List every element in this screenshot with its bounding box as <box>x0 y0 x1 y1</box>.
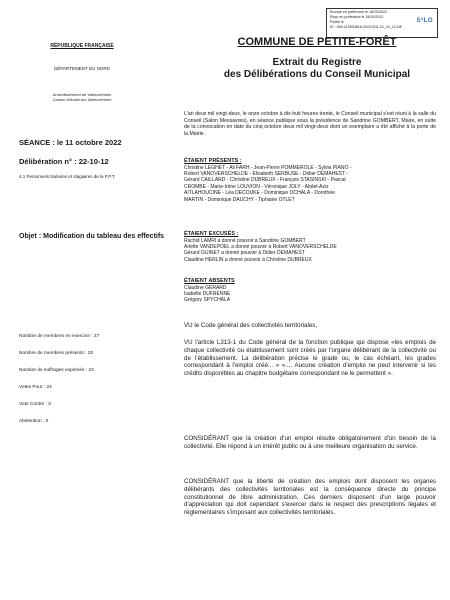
deliberation-label: Délibération n° : <box>19 157 77 166</box>
presents-line: Christine LEGHET - Ali FARH - Jean-Pierre POMMEROLE - Sylvie PIANO - <box>184 164 352 171</box>
absents-line: Claudine GERARD <box>184 284 227 291</box>
stat-membres-presents: Nombre de membres présents : 20 <box>19 351 94 356</box>
stat-votes-contre: Vote Contre : 0 <box>19 402 51 407</box>
stat-abstention: Abstention : 0 <box>19 419 49 424</box>
absents-line: Isabelle DUFRENNE <box>184 291 231 297</box>
deliberation-number <box>19 157 164 166</box>
stamp-line: Reçu en préfecture le 18/10/2022 <box>330 15 384 19</box>
canton-text: Canton d'Anzin-lez-Valenciennes <box>52 97 112 102</box>
stamp-line: Envoyé en préfecture le 18/10/2022 <box>330 10 387 14</box>
extrait-title <box>192 57 442 81</box>
stat-votes-pour: Votes Pour : 24 <box>19 385 52 390</box>
administrative-header <box>22 43 142 102</box>
presents-line: Gérard CAILLARD - Christine DUBREUX - François STASINSKI - Pascal <box>184 177 346 184</box>
seance-date: SÉANCE : le 11 octobre 2022 <box>19 138 122 147</box>
republique-label: RÉPUBLIQUE FRANÇAISE <box>50 43 114 49</box>
absents-section <box>184 278 436 304</box>
extrait-line-2: des Délibérations du Conseil Municipal <box>223 69 411 80</box>
stat-suffrages: Nombre de suffrages exprimés : 24 <box>19 368 94 373</box>
presents-line: Robert VANOVERSCHELDE - Élisabeth SERBUSE - Didier DEMAHEST - <box>184 171 349 177</box>
excuses-line: Claudine HERLIN a donné pouvoir à Christine DUBREUX <box>184 256 312 263</box>
objet-title: Objet : Modification du tableau des effectifs <box>19 233 165 240</box>
considerant-paragraph-2: CONSIDÉRANT que la liberté de création des emplois dont disposent les organes délibérants des collectivités territoriales est la conséquence directe du principe constitutionnel de libre administration. Ces derniers disposent d'un large pouvoir d'appréciation qui doit cependant s'exercer dans le respect des prescriptions légales et réglementaires s'imposant aux collectivités territoriales. <box>184 478 436 517</box>
absents-line: Grégory SPYCHALA <box>184 297 231 304</box>
presents-section <box>184 158 436 203</box>
departement-label: DÉPARTEMENT DU NORD <box>54 66 110 71</box>
excuses-line: Gérard GUINET a donné pouvoir à Didier DEMAHEST <box>184 250 305 257</box>
excuses-line: Rachid LAMRI a donné pouvoir à Sandrine GOMBERT <box>184 237 306 244</box>
document-title <box>192 36 442 81</box>
affaire-category: 4.1 Personnels titulaires et stagiaires de la F.P.T. <box>19 174 116 179</box>
intro-paragraph: L'an deux mil vingt-deux, le onze octobre à dix-huit heures trente, le Conseil municipal s'est réuni à la salle du Conseil (Salon Messavres), en séance publique sous la présidence de Sandrine GOMBERT, Maire, en suite de la convocation en date du cinq octobre deux mil vingt-deux dont un exemplaire a été affiché à la porte de la Mairie. <box>184 111 436 137</box>
excuses-line: Arlette VANDEPOEL a donné pouvoir à Robert VANOVERSCHELDE <box>184 244 337 250</box>
presents-label: ÉTAIENT PRÉSENTS : <box>184 158 242 164</box>
s2lo-logo: S²LO <box>416 18 433 24</box>
stat-membres-exercice: Nombre de membres en exercice : 27 <box>19 334 100 339</box>
absents-label: ÉTAIENT ABSENTS <box>184 278 235 284</box>
deliberation-value: 22-10-12 <box>78 157 109 166</box>
arrondissement-label <box>22 92 142 102</box>
presents-line: CROMBE - Marie-Irène LOUVION - Véronique JOLY - Abdel-Aziz <box>184 183 329 190</box>
stamp-line: Publié le <box>330 20 344 24</box>
excuses-label: ÉTAIENT EXCUSÉS : <box>184 231 239 237</box>
arrondissement-text: Arrondissement de Valenciennes <box>52 92 112 97</box>
presents-line: AITLAHOUCINE - Léa DECOUKE - Dominique OCHALA - Dorothée <box>184 190 335 197</box>
stamp-line: ID : 059-215904616-20221011-22_10_12-DE <box>330 25 403 29</box>
considerant-paragraph-1: CONSIDÉRANT que la création d'un emploi résulte obligatoirement d'un besoin de la collectivité. Elle répond à un intérêt public ou à une meilleure organisation du service. <box>184 435 436 450</box>
vu-article-paragraph: VU l'article L313-1 du Code général de la fonction publique qui dispose «les emplois de chaque collectivité ou établissement sont créés par l'organe délibérant de la collectivité ou de l'établissement. La délibération précise le grade ou, le cas échéant, les grades correspondant à l'emploi créé... » «.... Aucune création d'emploi ne peut intervenir si les crédits disponibles au chapitre budgétaire correspondant ne le permettent ». <box>184 339 436 378</box>
vu-cgct-paragraph: VU le Code général des collectivités territoriales, <box>184 322 318 329</box>
excuses-section <box>184 231 436 263</box>
presents-line: MARTIN - Dominique DAUCHY - Tiphanie OTLET <box>184 196 295 203</box>
commune-name: COMMUNE DE PETITE-FORÊT <box>237 36 397 48</box>
extrait-line-1: Extrait du Registre <box>272 57 362 68</box>
prefecture-stamp <box>326 8 438 38</box>
